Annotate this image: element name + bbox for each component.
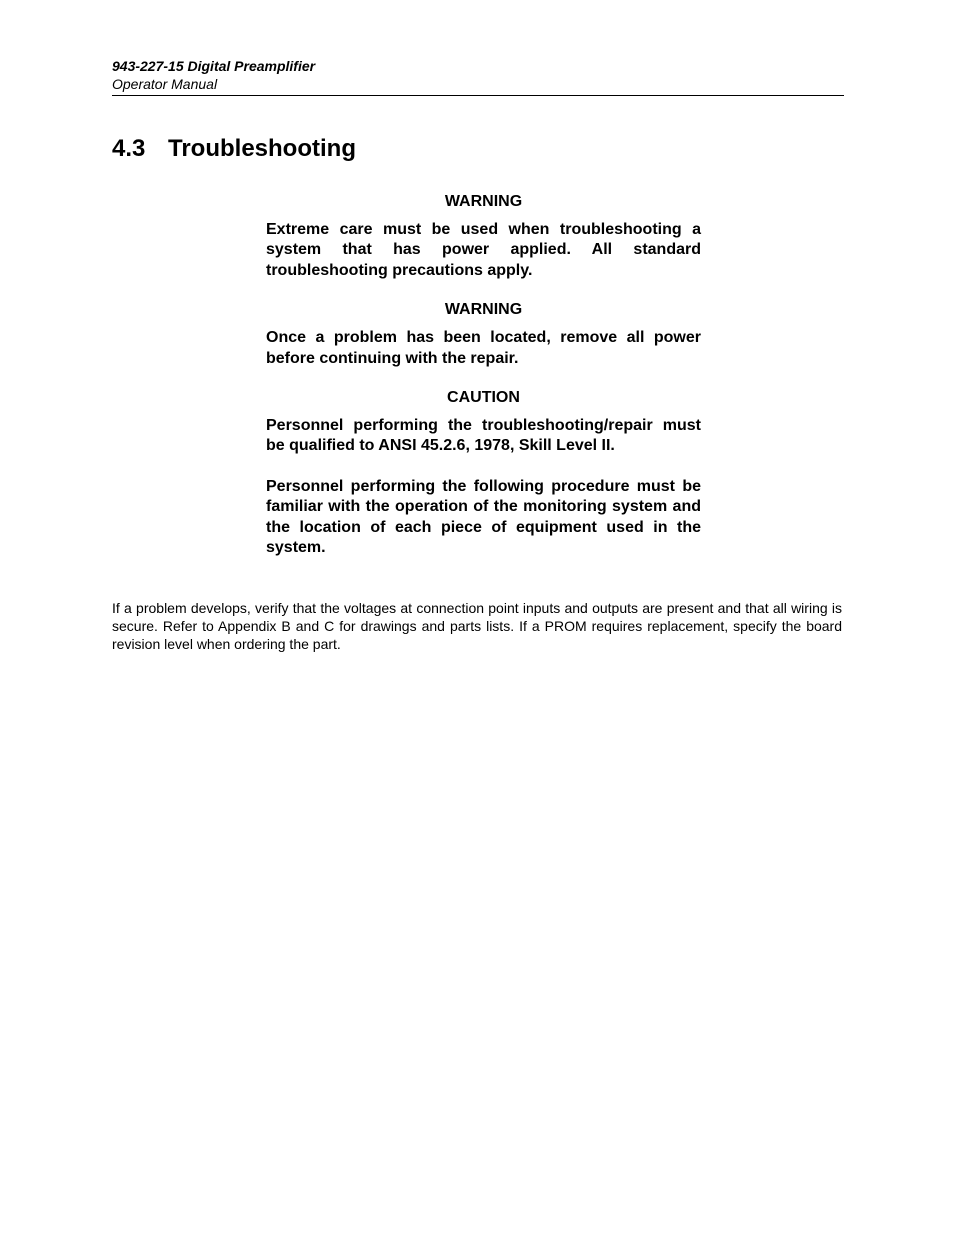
notice-title: WARNING (444, 193, 523, 210)
body-paragraph: If a problem develops, verify that the voltages at connection point inputs and outputs are present and that all wiring is secure. Refer to Appendix B and C for drawings and parts lists. If a PROM requires replacement, specify the board revision level when ordering the part. (112, 600, 842, 652)
notices-column (266, 192, 701, 558)
section-title: Troubleshooting (168, 135, 356, 162)
notice-text: Extreme care must be used when troubleshooting a system that has power applied. All standard troubleshooting precautions apply. (266, 221, 701, 279)
page-header (112, 57, 844, 96)
notice-title: CAUTION (447, 389, 520, 407)
header-title: 943-227-15 Digital Preamplifier (112, 58, 316, 74)
warning-notice-1 (266, 192, 701, 281)
caution-notice (266, 388, 701, 558)
notice-text: Personnel performing the troubleshooting/repair must be qualified to ANSI 45.2.6, 1978, Skill Level II. (266, 417, 701, 455)
notice-text: Once a problem has been located, remove all power before continuing with the repair. (266, 329, 701, 367)
notice-title: WARNING (444, 301, 523, 319)
notice-text: Personnel performing the following procedure must be familiar with the operation of the monitoring system and the location of each piece of equipment used in the system. (266, 477, 701, 557)
warning-notice-2 (266, 300, 701, 369)
section-heading (112, 134, 356, 164)
header-subtitle: Operator Manual (112, 76, 218, 92)
section-number: 4.3 (112, 135, 146, 162)
